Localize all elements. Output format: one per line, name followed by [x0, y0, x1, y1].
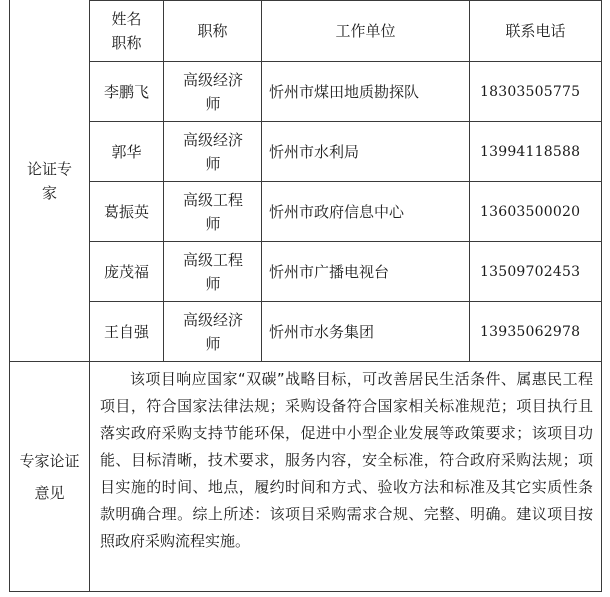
expert-row [10, 182, 602, 242]
expert-name: 庞茂福 [90, 242, 164, 302]
expert-unit: 忻州市水务集团 [262, 302, 470, 362]
expert-phone: 13994118588 [470, 122, 602, 182]
expert-phone: 13935062978 [470, 302, 602, 362]
expert-row [10, 122, 602, 182]
opinion-row [10, 362, 602, 592]
expert-unit: 忻州市广播电视台 [262, 242, 470, 302]
expert-row [10, 242, 602, 302]
expert-title: 高级经济师 [164, 302, 262, 362]
expert-title: 高级经济师 [164, 62, 262, 122]
experts-section-label: 论证专家 [10, 1, 90, 362]
header-name: 姓名职称 [90, 1, 164, 62]
header-row [10, 1, 602, 62]
opinion-text: 该项目响应国家“双碳”战略目标，可改善居民生活条件、属惠民工程项目，符合国家法律法规；采购设备符合国家相关标准规范；项目执行且落实政府采购支持节能环保，促进中小型企业发展等政策要求；该项目功能、目标清晰，技术要求，服务内容，安全标准，符合政府采购法规；项目实施的时间、地点，履约时间和方式、验收方法和标准及其它实质性条款明确合理。综上所述：该项目采购需求合规、完整、明确。建议项目按照政府采购流程实施。 [100, 370, 593, 550]
expert-title: 高级工程师 [164, 182, 262, 242]
opinion-section-label: 专家论证意见 [10, 362, 90, 592]
expert-name: 李鹏飞 [90, 62, 164, 122]
expert-unit: 忻州市煤田地质勘探队 [262, 62, 470, 122]
expert-title: 高级经济师 [164, 122, 262, 182]
header-title: 职称 [164, 1, 262, 62]
expert-name: 葛振英 [90, 182, 164, 242]
expert-unit: 忻州市水利局 [262, 122, 470, 182]
expert-review-table [9, 0, 602, 592]
opinion-text-cell [90, 362, 602, 592]
header-unit: 工作单位 [262, 1, 470, 62]
expert-unit: 忻州市政府信息中心 [262, 182, 470, 242]
expert-name: 王自强 [90, 302, 164, 362]
expert-phone: 13509702453 [470, 242, 602, 302]
expert-row [10, 302, 602, 362]
expert-title: 高级工程师 [164, 242, 262, 302]
expert-phone: 18303505775 [470, 62, 602, 122]
expert-phone: 13603500020 [470, 182, 602, 242]
expert-name: 郭华 [90, 122, 164, 182]
expert-row [10, 62, 602, 122]
header-phone: 联系电话 [470, 1, 602, 62]
